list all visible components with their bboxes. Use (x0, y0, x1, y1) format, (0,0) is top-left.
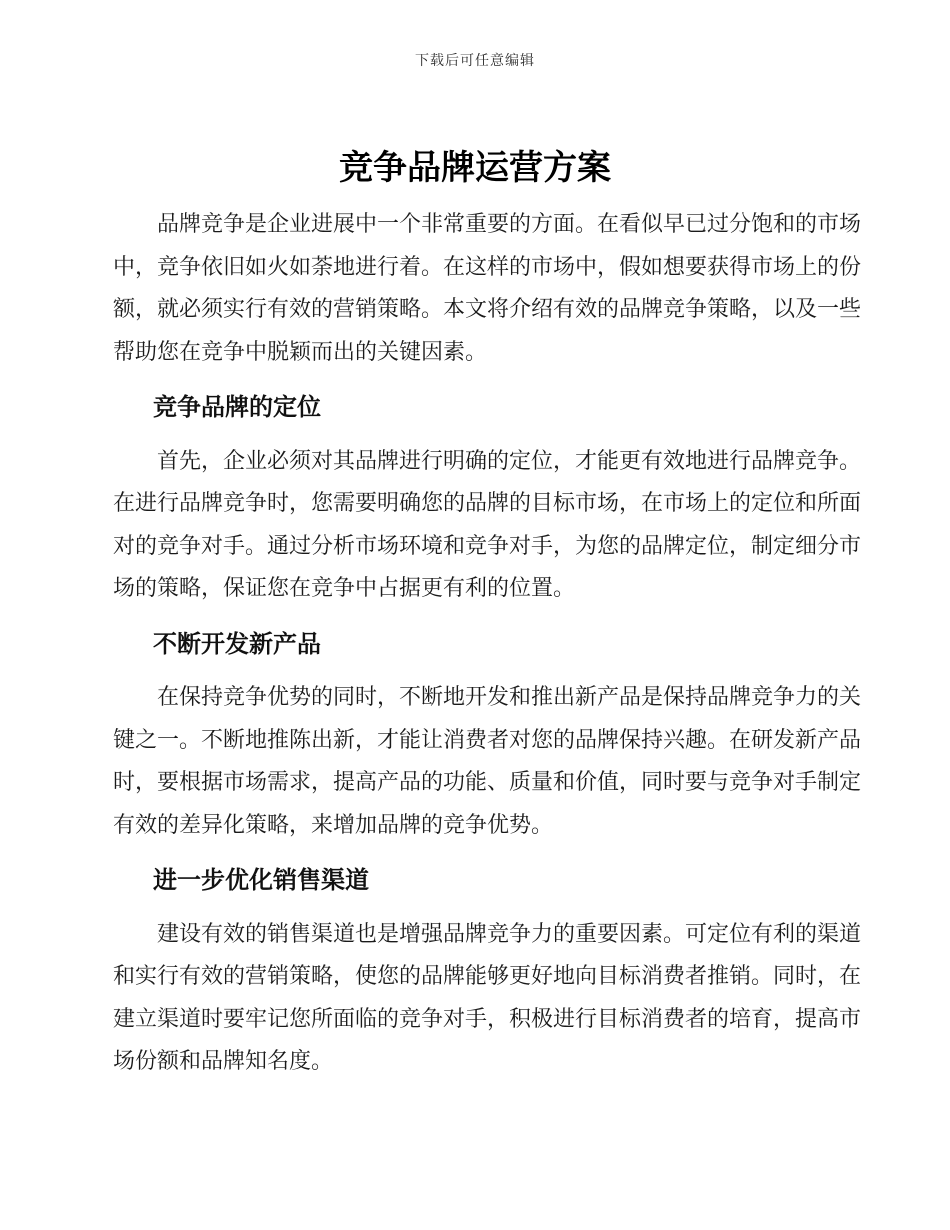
section-paragraph-sales-channels: 建设有效的销售渠道也是增强品牌竞争力的重要因素。可定位有利的渠道和实行有效的营销策略，使您的品牌能够更好地向目标消费者推销。同时，在建立渠道时要牢记您所面临的竞争对手，积极进行目标消费者的培育，提高市场份额和品牌知名度。 (113, 921, 862, 1074)
section-heading-sales-channels: 进一步优化销售渠道 (153, 865, 369, 894)
section-paragraph-new-products: 在保持竞争优势的同时，不断地开发和推出新产品是保持品牌竞争力的关键之一。不断地推陈出新，才能让消费者对您的品牌保持兴趣。在研发新产品时，要根据市场需求，提高产品的功能、质量和价值，同时要与竞争对手制定有效的差异化策略，来增加品牌的竞争优势。 (113, 685, 862, 838)
document-body (113, 204, 861, 1084)
header-note: 下载后可任意编辑 (415, 53, 535, 69)
document-title: 竞争品牌运营方案 (339, 148, 611, 188)
intro-paragraph: 品牌竞争是企业进展中一个非常重要的方面。在看似早已过分饱和的市场中，竞争依旧如火如荼地进行着。在这样的市场中，假如想要获得市场上的份额，就必须实行有效的营销策略。本文将介绍有效的品牌竞争策略，以及一些帮助您在竞争中脱颖而出的关键因素。 (113, 212, 862, 365)
section-heading-brand-positioning: 竞争品牌的定位 (153, 392, 321, 421)
section-heading-new-products: 不断开发新产品 (153, 628, 321, 658)
section-paragraph-brand-positioning: 首先，企业必须对其品牌进行明确的定位，才能更有效地进行品牌竞争。在进行品牌竞争时，您需要明确您的品牌的目标市场，在市场上的定位和所面对的竞争对手。通过分析市场环境和竞争对手，为您的品牌定位，制定细分市场的策略，保证您在竞争中占据更有利的位置。 (113, 448, 862, 601)
